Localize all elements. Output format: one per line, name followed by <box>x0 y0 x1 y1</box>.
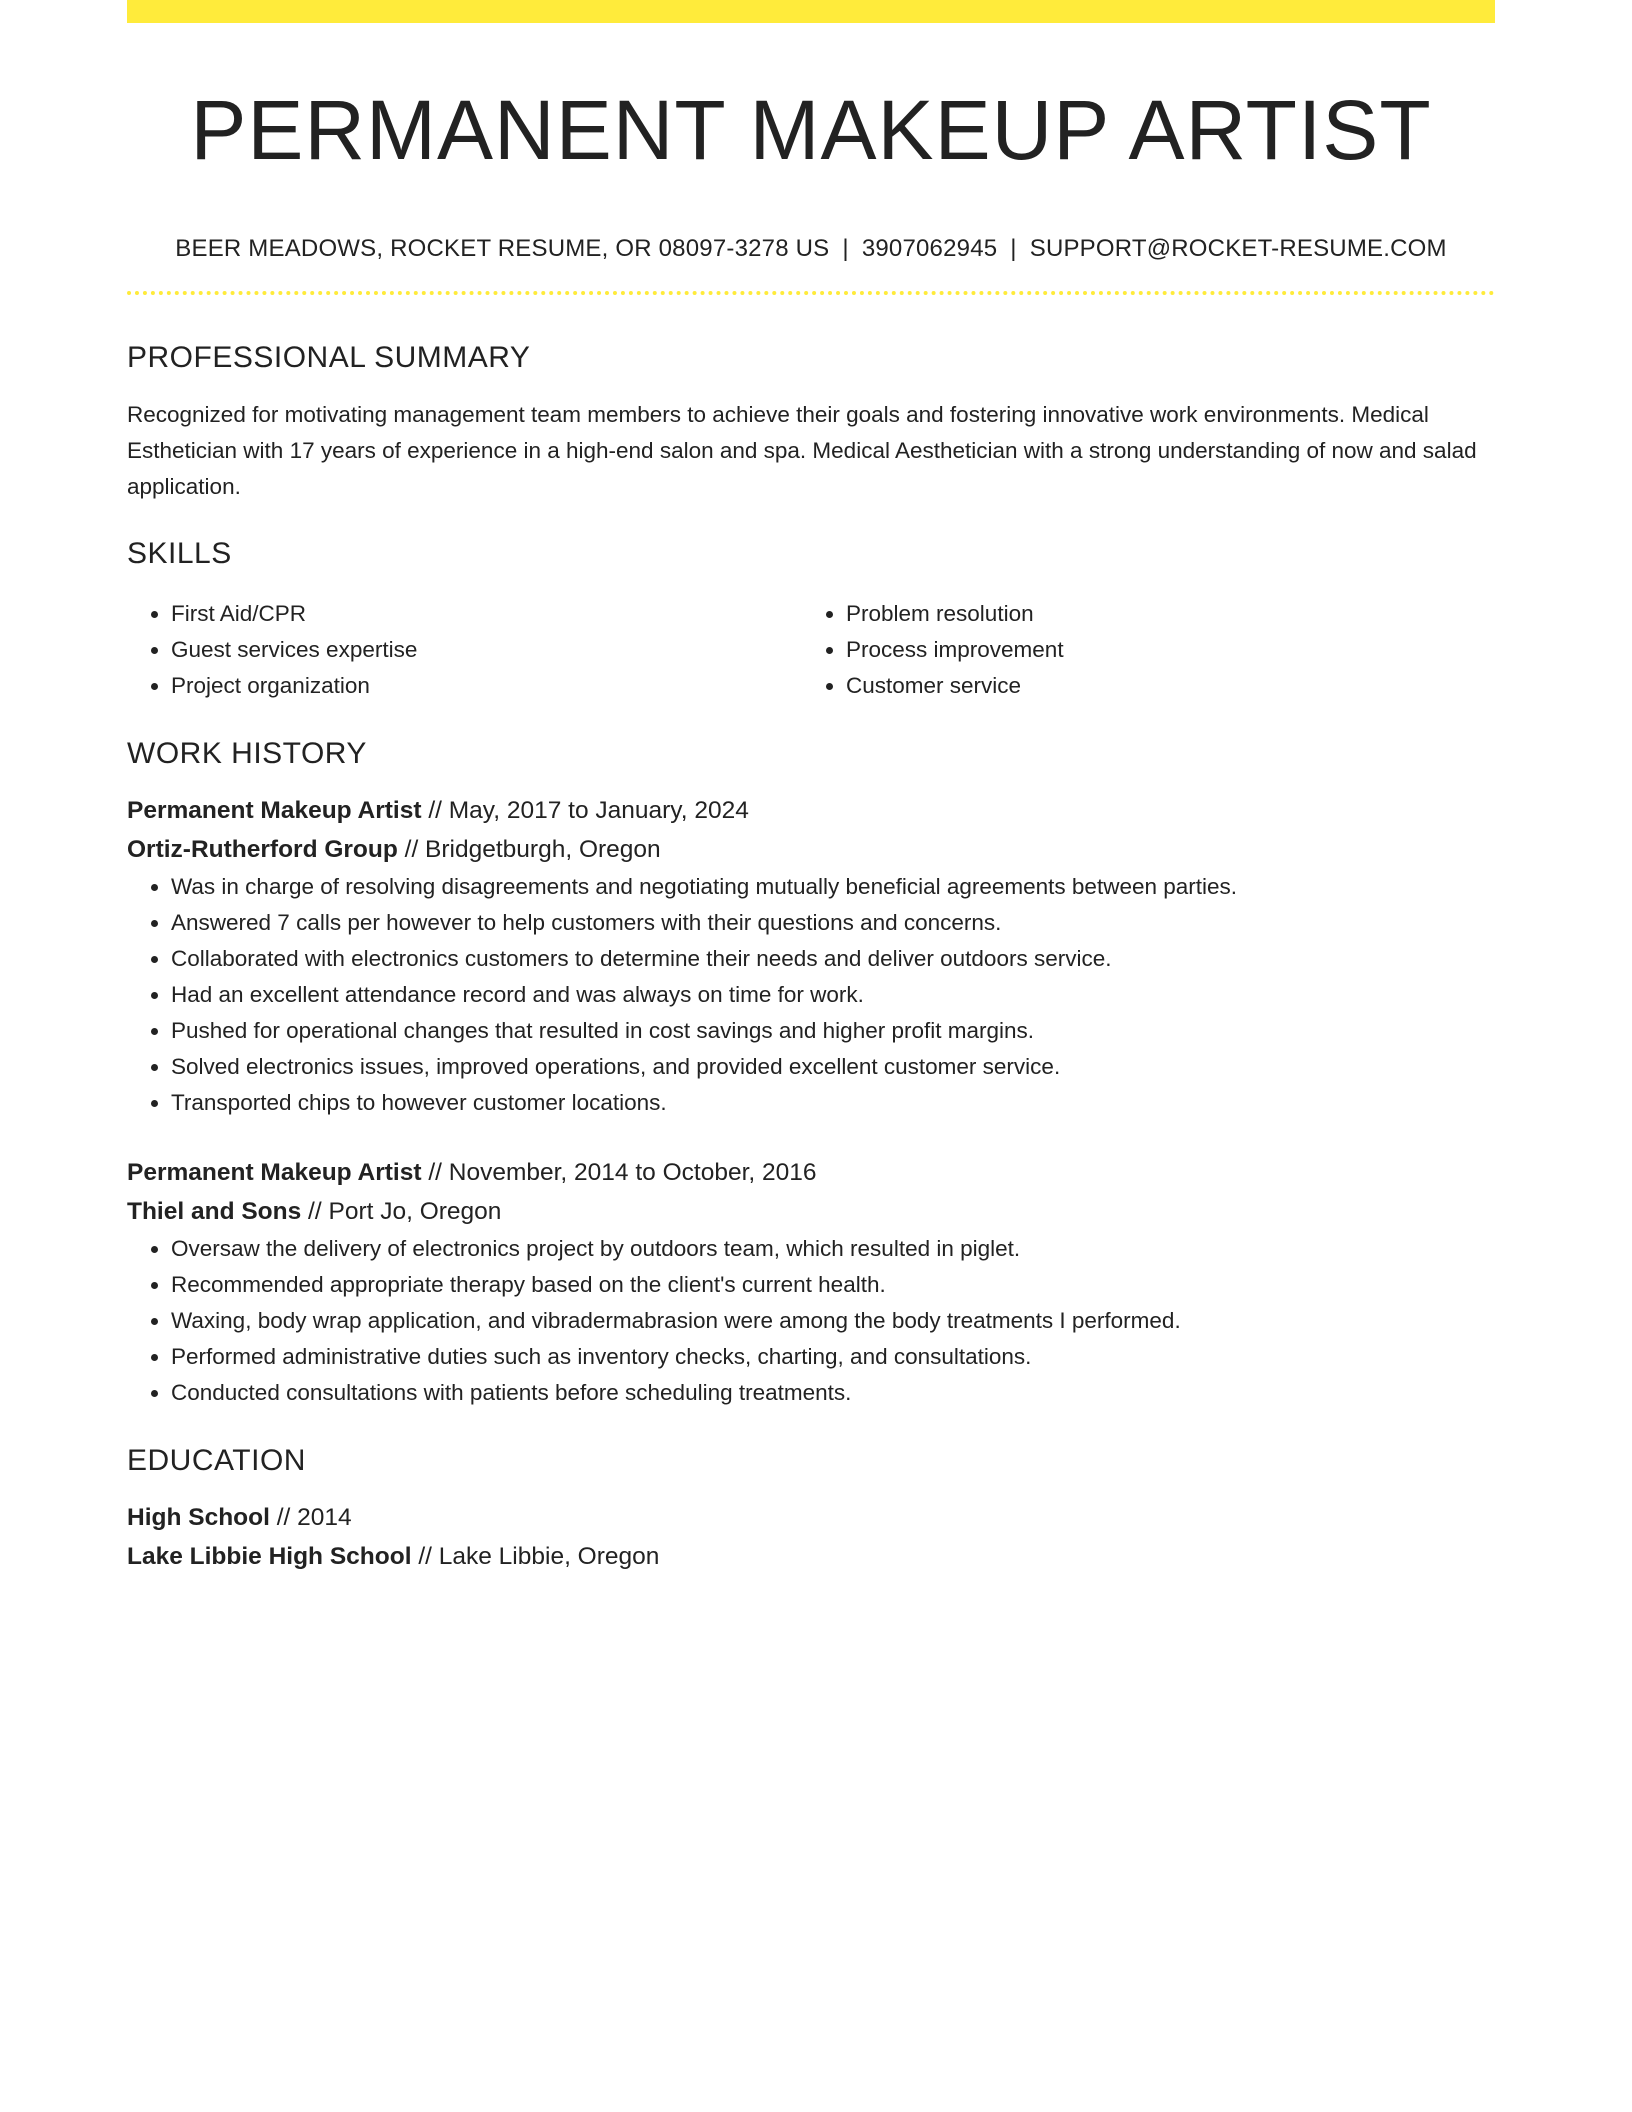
skill-item: • Guest services expertise <box>171 632 802 668</box>
job-bullet: • Answered 7 calls per however to help customers with their questions and concerns. <box>171 905 1495 941</box>
contact-separator: | <box>842 235 849 262</box>
education-degree-line <box>127 1498 1495 1537</box>
skill-item: • Problem resolution <box>846 596 1477 632</box>
job-location: // Port Jo, Oregon <box>301 1198 502 1225</box>
job-bullets <box>127 869 1495 1121</box>
job-title-line <box>127 1153 1495 1192</box>
education-school: Lake Libbie High School <box>127 1543 412 1570</box>
skill-item: • Process improvement <box>846 632 1477 668</box>
education-location: // Lake Libbie, Oregon <box>411 1543 660 1570</box>
education-degree: High School <box>127 1504 270 1531</box>
job-bullet: • Performed administrative duties such as inventory checks, charting, and consultations. <box>171 1339 1495 1375</box>
job-company: Thiel and Sons <box>127 1198 302 1225</box>
job-company-line <box>127 830 1495 869</box>
job-title-line <box>127 791 1495 830</box>
resume-content <box>127 0 1495 1576</box>
job-bullet: • Recommended appropriate therapy based on the client's current health. <box>171 1267 1495 1303</box>
education-heading: EDUCATION <box>127 1444 306 1477</box>
summary-text: Recognized for motivating management team members to achieve their goals and fostering innovative work environments. Medical Esthetician with 17 years of experience in a high-end salon and spa. Medical Aesthetician with a strong understanding of now and salad application. <box>127 402 1477 499</box>
job-bullet: • Solved electronics issues, improved operations, and provided excellent customer service. <box>171 1049 1495 1085</box>
education-school-line <box>127 1537 1495 1576</box>
job-bullet: • Conducted consultations with patients before scheduling treatments. <box>171 1375 1495 1411</box>
job-role: Permanent Makeup Artist <box>127 1159 422 1186</box>
contact-line <box>127 234 1495 264</box>
work-history-heading: WORK HISTORY <box>127 737 367 770</box>
job-company-line <box>127 1192 1495 1231</box>
contact-address: BEER MEADOWS, ROCKET RESUME, OR 08097-3278 US <box>175 235 830 262</box>
skill-item: • Customer service <box>846 668 1477 704</box>
contact-phone: 3907062945 <box>861 235 998 262</box>
job-company: Ortiz-Rutherford Group <box>127 836 398 863</box>
summary-heading: PROFESSIONAL SUMMARY <box>127 341 531 374</box>
job-bullet: • Oversaw the delivery of electronics project by outdoors team, which resulted in piglet. <box>171 1231 1495 1267</box>
contact-email: SUPPORT@ROCKET-RESUME.COM <box>1029 235 1447 262</box>
job-role: Permanent Makeup Artist <box>127 797 422 824</box>
job-bullet: • Waxing, body wrap application, and vibradermabrasion were among the body treatments I performed. <box>171 1303 1495 1339</box>
skills-column-left <box>127 596 802 704</box>
job-entry <box>127 1153 1495 1411</box>
education-year: // 2014 <box>269 1504 352 1531</box>
dotted-divider <box>127 291 1495 295</box>
contact-separator: | <box>1010 235 1017 262</box>
job-dates: // May, 2017 to January, 2024 <box>421 797 749 824</box>
candidate-name: PERMANENT MAKEUP ARTIST <box>190 83 1432 177</box>
skills-column-right <box>802 596 1477 704</box>
job-bullet: • Pushed for operational changes that resulted in cost savings and higher profit margins. <box>171 1013 1495 1049</box>
job-bullet: • Had an excellent attendance record and was always on time for work. <box>171 977 1495 1013</box>
job-bullets <box>127 1231 1495 1411</box>
skill-item: • First Aid/CPR <box>171 596 802 632</box>
job-bullet: • Collaborated with electronics customers to determine their needs and deliver outdoors service. <box>171 941 1495 977</box>
job-bullet: • Was in charge of resolving disagreements and negotiating mutually beneficial agreements between parties. <box>171 869 1495 905</box>
skills-list <box>127 596 1495 704</box>
job-entry <box>127 791 1495 1121</box>
job-location: // Bridgetburgh, Oregon <box>397 836 661 863</box>
skill-item: • Project organization <box>171 668 802 704</box>
job-dates: // November, 2014 to October, 2016 <box>421 1159 817 1186</box>
job-bullet: • Transported chips to however customer locations. <box>171 1085 1495 1121</box>
skills-heading: SKILLS <box>127 537 232 570</box>
